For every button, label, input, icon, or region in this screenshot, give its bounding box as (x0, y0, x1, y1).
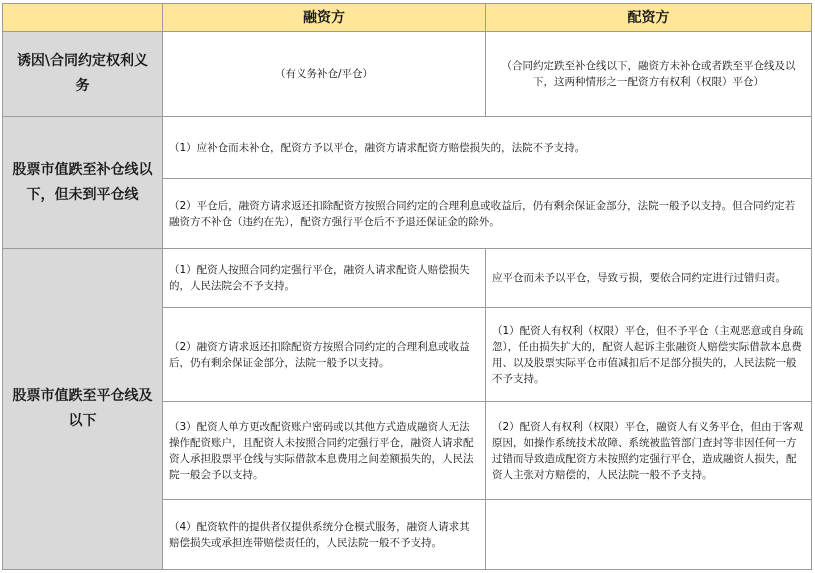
liquidation-lending-item-1: （1）配资人有权利（权限）平仓，但不予平仓（主观恶意或自身疏忽），任由损失扩大的，配资人起诉主张融资人赔偿实际借款本息费用、以及股票实际平仓市值减扣后不足部分损失的，人民法院一般不予支持。 (486, 308, 812, 402)
rights-lending-cell: （合同约定跌至补仓线以下，融资方未补仓或者跌至平仓线及以下，这两种情形之一配资方有权利（权限）平仓） (486, 32, 812, 117)
row-label-below-margin: 股票市值跌至补仓线以下，但未到平仓线 (3, 117, 163, 249)
liquidation-financing-item-2: （2）融资方请求返还扣除配资方按照合同约定的合理利息或收益后，仍有剩余保证金部分，法院一般予以支持。 (163, 308, 486, 402)
liquidation-lending-item-2: （2）配资人有权利（权限）平仓，融资人有义务平仓，但由于客观原因，如操作系统技术故障、系统被监管部门查封等非因任何一方过错而导致造成配资方未按照约定强行平仓，造成融资人损失，配资人主张对方赔偿的，人民法院一般不予支持。 (486, 402, 812, 500)
liquidation-financing-item-3: （3）配资人单方更改配资账户密码或以其他方式造成融资人无法操作配资账户，且配资人未按照合同约定强行平仓，融资人请求配资人承担股票平仓线与实际借款本息费用之间差额损失的，人民法院一般会予以支持。 (163, 402, 486, 500)
rights-financing-cell: （有义务补仓/平仓） (163, 32, 486, 117)
liquidation-lending-item-0: 应平仓而未予以平仓，导致亏损，要依合同约定进行过错归责。 (486, 249, 812, 308)
row-label-below-liquidation: 股票市值跌至平仓线及以下 (3, 249, 163, 570)
header-lending-party: 配资方 (486, 4, 812, 32)
header-corner-cell (3, 4, 163, 32)
table-header-row (3, 4, 812, 32)
liquidation-financing-item-1: （1）配资人按照合同约定强行平仓，融资人请求配资人赔偿损失的，人民法院会不予支持。 (163, 249, 486, 308)
below-margin-item-1: （1）应补仓而未补仓，配资方予以平仓，融资方请求配资方赔偿损失的，法院不予支持。 (163, 117, 812, 179)
table-row-below-liquidation-1 (3, 249, 812, 308)
header-financing-party: 融资方 (163, 4, 486, 32)
liquidation-lending-empty-cell (486, 500, 812, 570)
below-margin-item-2: （2）平仓后，融资方请求返还扣除配资方按照合同约定的合理利息或收益后，仍有剩余保证金部分，法院一般予以支持。但合同约定若融资方不补仓（违约在先），配资方强行平仓后不予退还保证金的除外。 (163, 179, 812, 249)
table-row-rights (3, 32, 812, 117)
liquidation-financing-item-4: （4）配资软件的提供者仅提供系统分仓模式服务，融资人请求其赔偿损失或承担连带赔偿责任的，人民法院一般不予支持。 (163, 500, 486, 570)
table-row-below-margin-1 (3, 117, 812, 179)
legal-rights-table (2, 3, 812, 570)
row-label-rights: 诱因\合同约定权利义务 (3, 32, 163, 117)
